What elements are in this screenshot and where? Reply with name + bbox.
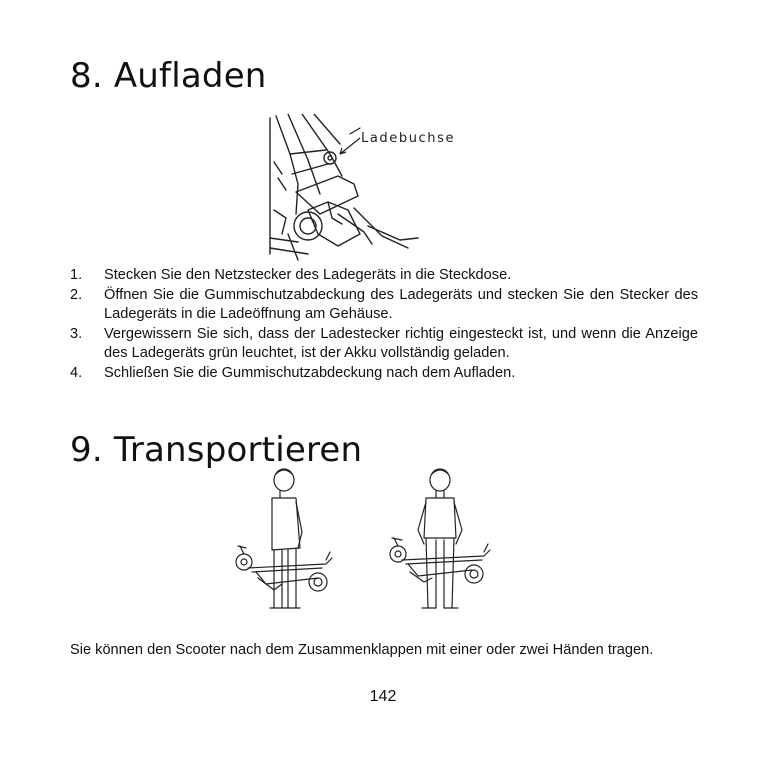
step-number: 3. — [70, 325, 83, 342]
pointer-arrow-icon — [336, 136, 362, 158]
charging-port-label: Ladebuchse — [361, 131, 456, 146]
one-hand-carry-illustration — [222, 468, 342, 612]
page-number: 142 — [369, 688, 397, 705]
step-item — [70, 286, 698, 325]
step-number: 1. — [70, 267, 83, 283]
charging-steps-list — [70, 266, 698, 383]
step-item — [70, 325, 698, 364]
step-number: 4. — [70, 364, 83, 381]
step-item — [70, 266, 698, 286]
step-text: Stecken Sie den Netzstecker des Ladegeräts in die Steckdose. — [104, 267, 512, 283]
step-number: 2. — [70, 286, 83, 303]
step-item — [70, 364, 698, 384]
section-8-heading: 8. Aufladen — [70, 56, 267, 96]
step-text: Öffnen Sie die Gummischutzabdeckung des Ladegeräts und stecken Sie den Stecker des Ladegeräts in die Ladeöffnung am Gehäuse. — [104, 286, 698, 322]
two-hand-carry-illustration — [380, 468, 500, 612]
section-9-heading: 9. Transportieren — [70, 430, 363, 470]
transport-description: Sie können den Scooter nach dem Zusammenklappen mit einer oder zwei Händen tragen. — [70, 642, 654, 658]
step-text: Schließen Sie die Gummischutzabdeckung nach dem Aufladen. — [104, 364, 516, 381]
step-text: Vergewissern Sie sich, dass der Ladestecker richtig eingesteckt ist, und wenn die Anzeige des Ladegeräts grün leuchtet, ist der Akku vollständig geladen. — [104, 325, 698, 361]
